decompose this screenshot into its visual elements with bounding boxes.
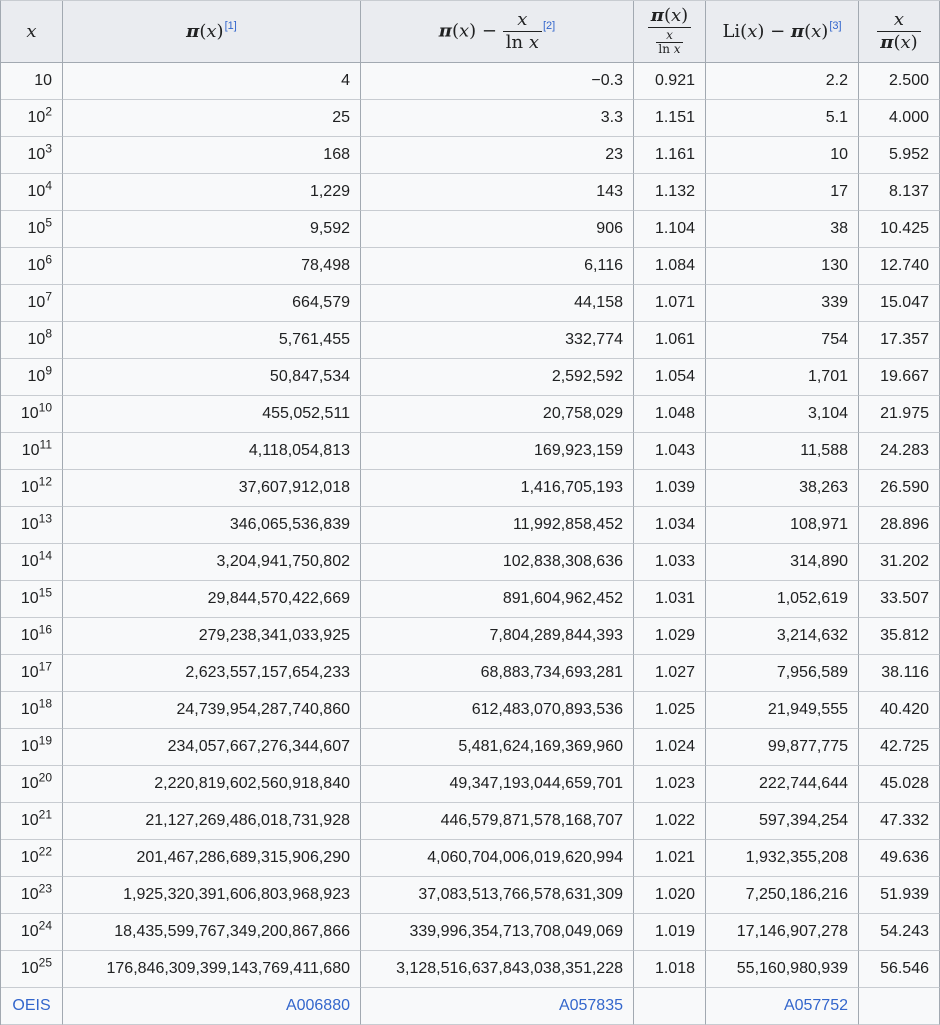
x-over-pi-value: 49.636 — [859, 840, 940, 877]
pi-minus-x-lnx-value: 143 — [361, 174, 634, 211]
x-base: 10 — [34, 72, 52, 89]
pi-x-value: 1,925,320,391,606,803,968,923 — [63, 877, 361, 914]
li-minus-pi-value: 222,744,644 — [706, 766, 859, 803]
math-token: x — [673, 42, 681, 57]
x-over-pi-value: 35.812 — [859, 618, 940, 655]
x-value — [1, 544, 63, 581]
math-token: x — [747, 20, 758, 42]
x-base: 10 — [27, 294, 46, 311]
oeis-link[interactable]: OEIS — [12, 997, 51, 1014]
pi-x-value: 1,229 — [63, 174, 361, 211]
pi-ratio-value: 1.029 — [634, 618, 706, 655]
header-pi-x — [63, 1, 361, 63]
pi-ratio-value: 1.033 — [634, 544, 706, 581]
x-exponent: 10 — [38, 400, 52, 415]
oeis-xpi-cell-empty — [859, 988, 940, 1025]
table-row — [1, 544, 940, 581]
x-over-pi-value: 17.357 — [859, 322, 940, 359]
x-over-pi-value: 42.725 — [859, 729, 940, 766]
li-minus-pi-value: 10 — [706, 137, 859, 174]
li-minus-pi-value: 1,701 — [706, 359, 859, 396]
x-over-pi-value: 12.740 — [859, 248, 940, 285]
li-minus-pi-value: 17,146,907,278 — [706, 914, 859, 951]
table-row — [1, 100, 940, 137]
pi-x-value: 346,065,536,839 — [63, 507, 361, 544]
math-token: ) — [216, 20, 224, 42]
pi-minus-x-lnx-value: 3,128,516,637,843,038,351,228 — [361, 951, 634, 988]
math-token: ) — [757, 20, 765, 42]
li-minus-pi-value: 754 — [706, 322, 859, 359]
pi-minus-x-lnx-value: 3.3 — [361, 100, 634, 137]
x-base: 10 — [27, 331, 46, 348]
pi-x-value: 5,761,455 — [63, 322, 361, 359]
pi-x-value: 2,623,557,157,654,233 — [63, 655, 361, 692]
x-base: 10 — [20, 923, 39, 940]
math-token: x — [811, 20, 822, 42]
x-value — [1, 285, 63, 322]
x-value — [1, 433, 63, 470]
pi-ratio-value: 1.043 — [634, 433, 706, 470]
x-base: 10 — [20, 960, 39, 977]
pi-ratio-value: 1.061 — [634, 322, 706, 359]
table-row — [1, 470, 940, 507]
pi-ratio-value: 1.034 — [634, 507, 706, 544]
table-row — [1, 63, 940, 100]
x-over-pi-value: 38.116 — [859, 655, 940, 692]
pi-x-value: 25 — [63, 100, 361, 137]
x-over-pi-value: 10.425 — [859, 211, 940, 248]
table-header — [1, 1, 940, 63]
pi-ratio-value: 1.161 — [634, 137, 706, 174]
math-token: − — [476, 20, 503, 42]
table-row — [1, 951, 940, 988]
math-token: x — [893, 9, 905, 31]
pi-minus-x-lnx-value: 44,158 — [361, 285, 634, 322]
x-base: 10 — [20, 590, 39, 607]
x-over-pi-value: 15.047 — [859, 285, 940, 322]
x-base: 10 — [20, 738, 39, 755]
pi-x-value: 50,847,534 — [63, 359, 361, 396]
x-base: 10 — [20, 516, 39, 533]
math-token: x — [459, 20, 470, 42]
table-row — [1, 396, 940, 433]
math-token: ) — [821, 20, 829, 42]
x-exponent: 16 — [38, 622, 52, 637]
x-base: 10 — [27, 220, 46, 237]
x-over-pi-value: 33.507 — [859, 581, 940, 618]
pi-ratio-value: 1.048 — [634, 396, 706, 433]
x-exponent: 12 — [38, 474, 52, 489]
x-base: 10 — [20, 553, 39, 570]
pi-ratio-value: 1.132 — [634, 174, 706, 211]
x-over-pi-value: 28.896 — [859, 507, 940, 544]
pi-minus-x-lnx-value: 20,758,029 — [361, 396, 634, 433]
math-token: π — [438, 20, 452, 42]
math-token: ) — [910, 32, 918, 53]
fraction — [877, 10, 920, 53]
li-minus-pi-value: 1,052,619 — [706, 581, 859, 618]
pi-x-value: 201,467,286,689,315,906,290 — [63, 840, 361, 877]
pi-x-value: 168 — [63, 137, 361, 174]
x-over-pi-value: 24.283 — [859, 433, 940, 470]
x-exponent: 13 — [38, 511, 52, 526]
math-token: ( — [804, 20, 812, 42]
table-row — [1, 914, 940, 951]
pi-ratio-value: 1.084 — [634, 248, 706, 285]
pi-x-value: 9,592 — [63, 211, 361, 248]
pi-minus-x-lnx-value: −0.3 — [361, 63, 634, 100]
x-over-pi-value: 40.420 — [859, 692, 940, 729]
pi-minus-x-lnx-value: 339,996,354,713,708,049,069 — [361, 914, 634, 951]
x-value — [1, 803, 63, 840]
x-base: 10 — [20, 812, 39, 829]
x-value — [1, 618, 63, 655]
math-token: π — [186, 20, 200, 42]
x-base: 10 — [20, 775, 39, 792]
table-row — [1, 840, 940, 877]
pi-ratio-value: 0.921 — [634, 63, 706, 100]
math-token: ( — [663, 5, 672, 27]
math-token: ln — [505, 32, 529, 53]
x-over-pi-value: 19.667 — [859, 359, 940, 396]
x-exponent: 4 — [45, 178, 52, 193]
x-value — [1, 63, 63, 100]
x-value — [1, 581, 63, 618]
pi-ratio-value: 1.025 — [634, 692, 706, 729]
pi-minus-x-lnx-value: 891,604,962,452 — [361, 581, 634, 618]
x-base: 10 — [27, 109, 46, 126]
pi-ratio-value: 1.039 — [634, 470, 706, 507]
pi-minus-x-lnx-value: 2,592,592 — [361, 359, 634, 396]
header-row — [1, 1, 940, 63]
pi-x-value: 37,607,912,018 — [63, 470, 361, 507]
x-value — [1, 248, 63, 285]
pi-minus-x-lnx-value: 6,116 — [361, 248, 634, 285]
oeis-cell — [1, 988, 63, 1025]
table-row — [1, 322, 940, 359]
pi-ratio-value: 1.027 — [634, 655, 706, 692]
pi-minus-x-lnx-value: 169,923,159 — [361, 433, 634, 470]
reference-link[interactable]: [1] — [224, 19, 237, 32]
pi-x-value: 4 — [63, 63, 361, 100]
x-value — [1, 211, 63, 248]
pi-x-value: 234,057,667,276,344,607 — [63, 729, 361, 766]
x-base: 10 — [27, 257, 46, 274]
pi-x-value: 455,052,511 — [63, 396, 361, 433]
pi-x-value: 664,579 — [63, 285, 361, 322]
math-token: x — [26, 20, 37, 42]
pi-minus-x-lnx-value: 906 — [361, 211, 634, 248]
header-x-over-pi — [859, 1, 940, 63]
pi-minus-x-lnx-value: 11,992,858,452 — [361, 507, 634, 544]
table-row — [1, 137, 940, 174]
li-minus-pi-value: 108,971 — [706, 507, 859, 544]
table-row — [1, 766, 940, 803]
x-base: 10 — [27, 183, 46, 200]
x-over-pi-value: 4.000 — [859, 100, 940, 137]
li-minus-pi-value: 38,263 — [706, 470, 859, 507]
x-base: 10 — [20, 627, 39, 644]
math-token: ( — [893, 32, 901, 53]
x-exponent: 14 — [38, 548, 52, 563]
pi-minus-x-lnx-value: 446,579,871,578,168,707 — [361, 803, 634, 840]
header-x — [1, 1, 63, 63]
reference-link[interactable]: [3] — [829, 19, 842, 32]
table-row — [1, 692, 940, 729]
x-exponent: 2 — [45, 104, 52, 119]
x-exponent: 11 — [39, 437, 52, 452]
header-pi-over-x-lnx — [634, 1, 706, 63]
pi-x-value: 21,127,269,486,018,731,928 — [63, 803, 361, 840]
pi-minus-x-lnx-value: 68,883,734,693,281 — [361, 655, 634, 692]
table-row — [1, 248, 940, 285]
li-minus-pi-value: 99,877,775 — [706, 729, 859, 766]
x-exponent: 3 — [45, 141, 52, 156]
oeis-pi-cell — [63, 988, 361, 1025]
oeis-ratio-cell-empty — [634, 988, 706, 1025]
li-minus-pi-value: 55,160,980,939 — [706, 951, 859, 988]
pi-ratio-value: 1.023 — [634, 766, 706, 803]
x-value — [1, 137, 63, 174]
x-value — [1, 840, 63, 877]
li-minus-pi-value: 11,588 — [706, 433, 859, 470]
pi-ratio-value: 1.104 — [634, 211, 706, 248]
x-base: 10 — [21, 442, 40, 459]
x-value — [1, 100, 63, 137]
pi-ratio-value: 1.024 — [634, 729, 706, 766]
x-exponent: 5 — [45, 215, 52, 230]
li-minus-pi-value: 339 — [706, 285, 859, 322]
pi-minus-x-lnx-value: 4,060,704,006,019,620,994 — [361, 840, 634, 877]
x-value — [1, 507, 63, 544]
table-row — [1, 359, 940, 396]
li-minus-pi-value: 3,214,632 — [706, 618, 859, 655]
pi-minus-x-lnx-value: 37,083,513,766,578,631,309 — [361, 877, 634, 914]
x-exponent: 17 — [38, 659, 52, 674]
x-over-pi-value: 21.975 — [859, 396, 940, 433]
pi-x-value: 29,844,570,422,669 — [63, 581, 361, 618]
table-row — [1, 507, 940, 544]
header-li-minus-pi — [706, 1, 859, 63]
x-exponent: 9 — [45, 363, 52, 378]
li-minus-pi-value: 21,949,555 — [706, 692, 859, 729]
li-minus-pi-value: 130 — [706, 248, 859, 285]
x-value — [1, 729, 63, 766]
x-over-pi-value: 31.202 — [859, 544, 940, 581]
pi-x-value: 176,846,309,399,143,769,411,680 — [63, 951, 361, 988]
x-over-pi-value: 45.028 — [859, 766, 940, 803]
table-row — [1, 803, 940, 840]
oeis-row — [1, 988, 940, 1025]
pi-ratio-value: 1.020 — [634, 877, 706, 914]
x-base: 10 — [20, 701, 39, 718]
table-row — [1, 174, 940, 211]
math-token: π — [880, 32, 894, 53]
table-row — [1, 655, 940, 692]
pi-minus-x-lnx-value: 7,804,289,844,393 — [361, 618, 634, 655]
fraction — [648, 6, 691, 56]
pi-minus-x-lnx-value: 612,483,070,893,536 — [361, 692, 634, 729]
table-body — [1, 63, 940, 988]
pi-x-value: 24,739,954,287,740,860 — [63, 692, 361, 729]
x-base: 10 — [20, 849, 39, 866]
li-minus-pi-value: 5.1 — [706, 100, 859, 137]
x-value — [1, 322, 63, 359]
oeis-a057752-link[interactable]: A057752 — [783, 997, 848, 1014]
pi-minus-x-lnx-value: 102,838,308,636 — [361, 544, 634, 581]
li-minus-pi-value: 38 — [706, 211, 859, 248]
x-value — [1, 396, 63, 433]
x-exponent: 8 — [45, 326, 52, 341]
oeis-diff-cell — [361, 988, 634, 1025]
x-value — [1, 951, 63, 988]
x-over-pi-value: 2.500 — [859, 63, 940, 100]
math-token: x — [206, 20, 217, 42]
li-minus-pi-value: 7,956,589 — [706, 655, 859, 692]
reference-link[interactable]: [2] — [542, 19, 556, 32]
x-base: 10 — [20, 664, 39, 681]
math-token: ) — [681, 5, 689, 27]
math-token: π — [650, 5, 664, 27]
x-over-pi-value: 8.137 — [859, 174, 940, 211]
x-base: 10 — [27, 368, 46, 385]
x-over-pi-value: 51.939 — [859, 877, 940, 914]
pi-x-value: 78,498 — [63, 248, 361, 285]
x-value — [1, 914, 63, 951]
pi-ratio-value: 1.031 — [634, 581, 706, 618]
x-base: 10 — [27, 146, 46, 163]
pi-minus-x-lnx-value: 23 — [361, 137, 634, 174]
x-over-pi-value: 56.546 — [859, 951, 940, 988]
x-value — [1, 766, 63, 803]
x-exponent: 25 — [38, 955, 52, 970]
x-exponent: 22 — [38, 844, 52, 859]
fraction — [503, 10, 542, 53]
oeis-a057835-link[interactable]: A057835 — [558, 997, 623, 1014]
x-exponent: 15 — [38, 585, 52, 600]
x-over-pi-value: 5.952 — [859, 137, 940, 174]
li-minus-pi-value: 314,890 — [706, 544, 859, 581]
x-base: 10 — [20, 886, 39, 903]
x-value — [1, 174, 63, 211]
pi-x-value: 2,220,819,602,560,918,840 — [63, 766, 361, 803]
x-over-pi-value: 26.590 — [859, 470, 940, 507]
table-row — [1, 211, 940, 248]
math-token: x — [900, 32, 911, 53]
x-exponent: 19 — [38, 733, 52, 748]
math-token: x — [528, 32, 539, 53]
pi-minus-x-lnx-value: 5,481,624,169,369,960 — [361, 729, 634, 766]
pi-minus-x-lnx-value: 49,347,193,044,659,701 — [361, 766, 634, 803]
pi-x-value: 4,118,054,813 — [63, 433, 361, 470]
pi-x-value: 279,238,341,033,925 — [63, 618, 361, 655]
pi-ratio-value: 1.151 — [634, 100, 706, 137]
math-token: x — [517, 9, 528, 31]
x-value — [1, 877, 63, 914]
x-exponent: 20 — [38, 770, 52, 785]
x-value — [1, 359, 63, 396]
fraction — [656, 29, 682, 56]
pi-ratio-value: 1.054 — [634, 359, 706, 396]
table-row — [1, 581, 940, 618]
math-token: ( — [451, 20, 460, 42]
table-row — [1, 285, 940, 322]
math-token: π — [790, 20, 805, 42]
pi-ratio-value: 1.021 — [634, 840, 706, 877]
li-minus-pi-value: 1,932,355,208 — [706, 840, 859, 877]
x-value — [1, 655, 63, 692]
li-minus-pi-value: 2.2 — [706, 63, 859, 100]
x-exponent: 7 — [45, 289, 52, 304]
x-exponent: 18 — [38, 696, 52, 711]
li-minus-pi-value: 7,250,186,216 — [706, 877, 859, 914]
x-exponent: 24 — [38, 918, 52, 933]
x-exponent: 21 — [38, 807, 52, 822]
pi-minus-x-lnx-value: 1,416,705,193 — [361, 470, 634, 507]
x-value — [1, 470, 63, 507]
x-base: 10 — [20, 479, 39, 496]
x-exponent: 6 — [45, 252, 52, 267]
x-exponent: 23 — [38, 881, 52, 896]
pi-ratio-value: 1.018 — [634, 951, 706, 988]
pi-x-value: 3,204,941,750,802 — [63, 544, 361, 581]
pi-ratio-value: 1.071 — [634, 285, 706, 322]
li-minus-pi-value: 3,104 — [706, 396, 859, 433]
math-token: ( — [740, 20, 748, 42]
oeis-a006880-link[interactable]: A006880 — [285, 997, 350, 1014]
table-footer — [1, 988, 940, 1025]
pi-ratio-value: 1.022 — [634, 803, 706, 840]
x-value — [1, 692, 63, 729]
pi-ratio-value: 1.019 — [634, 914, 706, 951]
math-token: − — [764, 20, 791, 42]
li-minus-pi-value: 597,394,254 — [706, 803, 859, 840]
math-token: x — [671, 5, 682, 27]
li-minus-pi-value: 17 — [706, 174, 859, 211]
x-over-pi-value: 47.332 — [859, 803, 940, 840]
pi-minus-x-lnx-value: 332,774 — [361, 322, 634, 359]
x-base: 10 — [20, 405, 39, 422]
x-over-pi-value: 54.243 — [859, 914, 940, 951]
math-token: Li — [722, 20, 741, 42]
header-pi-minus-x-over-lnx — [361, 1, 634, 63]
table-row — [1, 618, 940, 655]
math-token: ) — [469, 20, 477, 42]
pi-x-value: 18,435,599,767,349,200,867,866 — [63, 914, 361, 951]
table-row — [1, 877, 940, 914]
table-row — [1, 729, 940, 766]
math-token: ( — [199, 20, 207, 42]
math-token: ln — [658, 42, 674, 57]
oeis-li-cell — [706, 988, 859, 1025]
table-row — [1, 433, 940, 470]
math-token: x — [666, 28, 673, 43]
